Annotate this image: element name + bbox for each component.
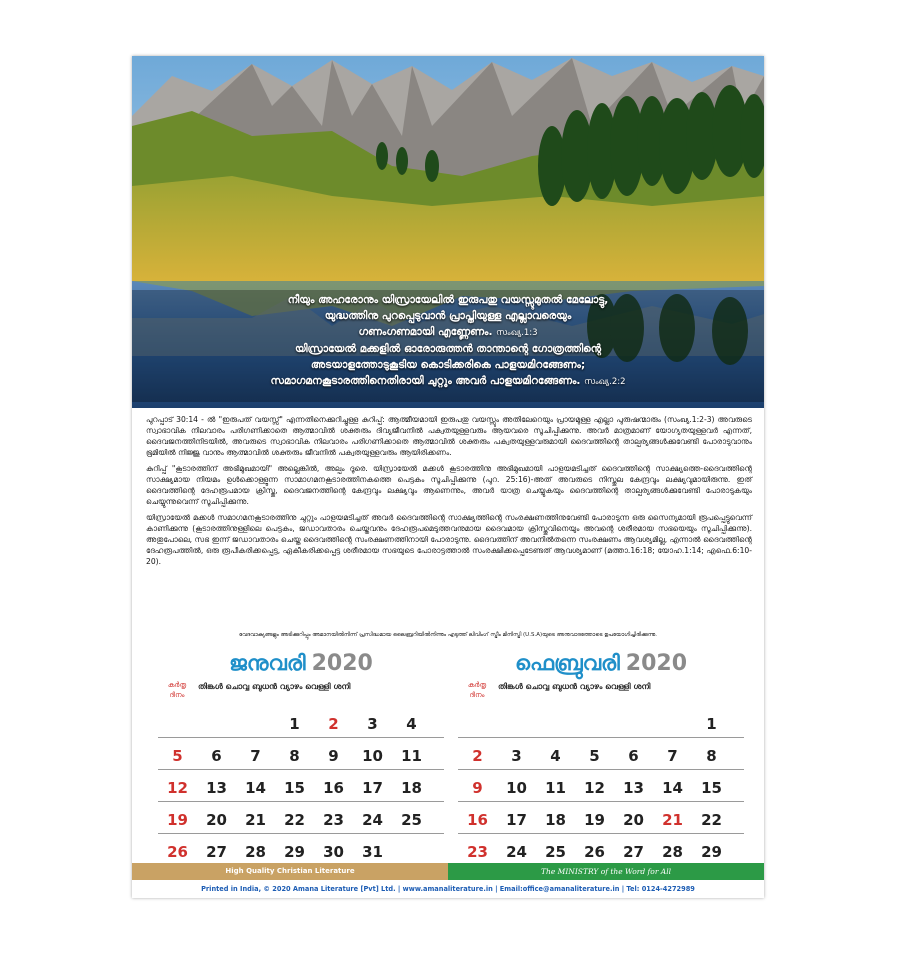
calendar-date: 13 [623,779,644,797]
calendar-date: 1 [706,715,717,733]
calendar-date: 15 [284,779,305,797]
calendar-date: 18 [545,811,566,829]
calendar-date [614,706,653,737]
calendar-date: 16 [467,811,488,829]
footer-tagline-left: High Quality Christian Literature [132,863,448,880]
month-year: 2020 [311,651,373,676]
calendar-date: 31 [362,843,383,861]
calendar-date: 13 [206,779,227,797]
calendar-date: 20 [206,811,227,829]
calendar-date: 5 [172,747,183,765]
calendar-week-row [458,834,744,866]
calendar-week-row [158,738,444,770]
calendar-date: 12 [167,779,188,797]
calendar-week-row [158,834,444,866]
calendar-week-row [458,770,744,802]
calendar-week-row [458,706,744,738]
weekday-header [158,680,444,706]
calendar-january [158,646,444,861]
verse-line: യിസ്രായേൽ മക്കളിൽ ഓരോരുത്തൻ താന്താന്റെ ഗോത്രത്തിന്റെ [294,343,602,355]
calendar-date [158,706,197,737]
date-grid [458,706,744,866]
calendar-week-row [458,738,744,770]
calendar-date: 3 [367,715,378,733]
calendar-date: 21 [662,811,683,829]
footer-banner [132,863,764,880]
calendar-date: 8 [289,747,300,765]
sunday-label: കർതൃ ദിനം [467,681,487,699]
calendar-date: 10 [506,779,527,797]
calendar-date: 16 [323,779,344,797]
calendar-date: 24 [362,811,383,829]
calendar-week-row [458,802,744,834]
calendar-date: 10 [362,747,383,765]
calendar-date: 22 [284,811,305,829]
calendar-date: 27 [206,843,227,861]
calendar-date [197,706,236,737]
calendar-date: 1 [289,715,300,733]
calendar-date: 20 [623,811,644,829]
calendar-date: 21 [245,811,266,829]
calendar-date: 6 [211,747,222,765]
calendar-date: 29 [701,843,722,861]
footer-tagline-right: The MINISTRY of the Word for All [448,863,764,880]
calendar-date: 5 [589,747,600,765]
calendar-week-row [158,802,444,834]
calendar-date: 9 [472,779,483,797]
calendar-date: 25 [545,843,566,861]
calendar-date: 18 [401,779,422,797]
calendar-date: 30 [323,843,344,861]
paragraph: കുറിപ്പ് "കൂടാരത്തിന് അഭിമുഖമായി" അല്ലെങ്കിൽ, അല്പം ദൂരെ. യിസ്രായേൽ മക്കൾ കൂടാരത്തിനു അഭിമുഖമായി പാളയമടിച്ചത് ദൈവത്തിന്റെ സാക്ഷ്യത്തെ-ദൈവത്തിന്റെ സാക്ഷ്യമായ നിയമം ഉൾക്കൊള്ളുന്ന സാമാഗമനകൂടാരത്തിനകത്തെ പെട്ടകം സൂചിപ്പിക്കുന്നു (പുറ. 25:16)-അത് അവരുടെ നിസ്തുല കേന്ദ്രവും ലക്ഷ്യവുമായിരുന്നു. ഇത് ദൈവത്തിന്റെ ദേഹരൂപമായ ക്രിസ്തു, ദൈവജനത്തിന്റെ കേന്ദ്രവും ലക്ഷ്യവും ആണെന്നും, അവർ യാത്ര ചെയ്യുകയും ദൈവത്തിന്റെ താല്പര്യങ്ങൾക്കുവേണ്ടി പോരാടുകയും ചെയ്യുന്നുവെന്ന് സൂചിപ്പിക്കുന്നു. [146,464,752,506]
calendar-date: 14 [662,779,683,797]
calendar-page [132,56,764,898]
calendar-date: 22 [701,811,722,829]
month-name: ഫെബ്രുവരി [514,651,620,675]
calendar-date: 17 [506,811,527,829]
calendar-date: 29 [284,843,305,861]
footnote-text [146,414,752,572]
calendar-date: 25 [401,811,422,829]
calendar-date: 19 [167,811,188,829]
calendar-date: 19 [584,811,605,829]
calendar-date [653,706,692,737]
bible-verse-overlay [132,292,764,400]
calendar-date: 7 [250,747,261,765]
weekday-header [458,680,744,706]
weekday-names: തിങ്കൾ ചൊവ്വ ബുധൻ വ്യാഴം വെള്ളി ശനി [498,682,651,691]
paragraph: പുറപ്പാട് 30:14 - ൽ "ഇരുപത് വയസ്സ്" എന്നതിനെക്കുറിച്ചുള്ള കുറിപ്പ്: ആത്മീയമായി ഇരുപതു വയസ്സും അതിലേറെയും പ്രായമുള്ള എല്ലാ പുരുഷന്മാരും (സംഖ്യ.1:2-3) അവരുടെ സ്വാഭാവിക നിലവാരം പരിഗണിക്കാതെ ആത്മാവിൽ ശക്തരും ദിവ്യജീവനിൽ പക്വതയുള്ളവരും ആയവരെ സൂചിപ്പിക്കുന്നു. അവർ മാത്രമാണ് യോഗ്യതയുള്ളവർ എന്നത്, ദൈവജനത്തിനിടയിൽ, അവരുടെ സ്വാഭാവിക നിലവാരം പരിഗണിക്കാതെ ആത്മാവിൽ ശക്തരും പക്വതയുള്ളവരുമായി ദൈവത്തിന്റെ താല്പര്യങ്ങൾക്കുവേണ്ടി പോരാടുവാനും ഭൂമിയിൽ നിജ്ജു വാനും ആത്മാവിൽ ശക്തരും ജീവനിൽ പക്വതയുള്ളവരും ആയിരിക്കണം. [146,415,752,457]
publisher-info: Printed in India, © 2020 Amana Literature [Pvt] Ltd. | www.amanaliterature.in | Email:office@amanaliterature.in | Tel: 0124-4272989 [201,885,695,893]
calendar-date: 8 [706,747,717,765]
paragraph: യിസ്രായേൽ മക്കൾ സമാഗമനകൂടാരത്തിനു ചുറ്റും പാളയമടിച്ചത് അവർ ദൈവത്തിന്റെ സാക്ഷ്യത്തിന്റെ സംരക്ഷണത്തിനുവേണ്ടി പോരാടുന്ന ഒരു സൈന്യമായി രൂപപ്പെട്ടുവെന്ന് കാണിക്കുന്നു (കൂടാരത്തിനുള്ളിലെ പെട്ടകം, ജഡാവതാരം ചെയ്തവനും ദേഹരൂപമെടുത്തവനുമായ ദൈവമായ ക്രിസ്തുവിനെയും അവന്റെ ശരീരമായ സഭയെയും സൂചിപ്പിക്കുന്നു). അതുപോലെ, സഭ ഇന്ന് ജഡാവതാരം ചെയ്ത ദൈവത്തിന്റെ സംരക്ഷണത്തിനായി പോരാടുന്നു. ദൈവത്തിന് അവനിൽതന്നെ സംരക്ഷണം ആവശ്യമില്ല, എന്നാൽ ദൈവത്തിന്റെ ദേഹരൂപത്തിൽ, ഒരു രൂപീകരിക്കപ്പെട്ട, ഏകീകരിക്കപ്പെട്ട ശരീരമായ സഭയുടെ പോരാട്ടത്താൽ സംരക്ഷിക്കപ്പെടേണ്ടത് ആവശ്യമാണ് (മത്താ.16:18; യോഹ.1:14; എഫെ.6:10-20). [146,513,752,566]
verse-reference: സംഖ്യ.2:2 [584,377,626,387]
month-name: ജനുവരി [229,651,306,675]
verse-line: അടയാളത്തോടുകൂടിയ കൊടിക്കരികെ പാളയമിറങ്ങേണം; [310,359,586,371]
calendar-date: 2 [472,747,483,765]
calendar-february [458,646,744,861]
calendar-date: 4 [550,747,561,765]
calendar-date: 27 [623,843,644,861]
calendar-date [392,834,431,865]
calendar-date [575,706,614,737]
verse-line: യുദ്ധത്തിനു പുറപ്പെടുവാൻ പ്രാപ്തിയുള്ള എല്ലാവരെയും [324,310,572,322]
calendar-date: 15 [701,779,722,797]
month-year: 2020 [625,651,688,676]
calendar-date: 12 [584,779,605,797]
calendar-week-row [158,770,444,802]
calendar-date [497,706,536,737]
calendar-date [236,706,275,737]
calendar-date: 23 [467,843,488,861]
calendar-date: 24 [506,843,527,861]
calendar-date: 2 [328,715,339,733]
calendar-date: 28 [662,843,683,861]
calendar-date: 26 [584,843,605,861]
calendar-date: 11 [401,747,422,765]
month-header [158,646,444,680]
verse-line: ഗണംഗണമായി എണ്ണേണം. [358,326,493,338]
calendar-week-row [158,706,444,738]
calendar-date [536,706,575,737]
month-header [458,646,744,680]
calendar-date: 3 [511,747,522,765]
verse-reference: സംഖ്യ.1:3 [496,328,538,338]
landscape-photo [132,56,764,408]
sunday-label: കർതൃ ദിനം [167,681,187,699]
calendar-date: 28 [245,843,266,861]
calendar-date: 7 [667,747,678,765]
calendar-date: 9 [328,747,339,765]
calendar-date: 26 [167,843,188,861]
calendar-date: 14 [245,779,266,797]
verse-line: നീയും അഹരോനും യിസ്രായേലിൽ ഇരുപതു വയസ്സുമുതൽ മേലോട്ടു, [287,294,609,306]
verse-line: സമാഗമനകൂടാരത്തിനെതിരായി ചുറ്റും അവർ പാളയമിറങ്ങേണം. [270,375,581,387]
calendar-date [458,706,497,737]
calendar-date: 4 [406,715,417,733]
source-credit: വേദവാക്യങ്ങളും അടിക്കുറിപ്പും അമാനയിൽനിന്ന് പ്രസിദ്ധമായ ലൈബ്രറിയിൽനിന്നും എടുത്ത് ലിവിംഗ് സ്ട്രീം മിനിസ്ട്രി (U.S.A)യുടെ അനുവാദത്തോടെ ഉപയോഗിച്ചിരിക്കുന്നു. [239,632,657,638]
calendar-date: 6 [628,747,639,765]
weekday-names: തിങ്കൾ ചൊവ്വ ബുധൻ വ്യാഴം വെള്ളി ശനി [198,682,351,691]
calendar-date: 23 [323,811,344,829]
calendar-date: 11 [545,779,566,797]
calendar-date: 17 [362,779,383,797]
date-grid [158,706,444,866]
